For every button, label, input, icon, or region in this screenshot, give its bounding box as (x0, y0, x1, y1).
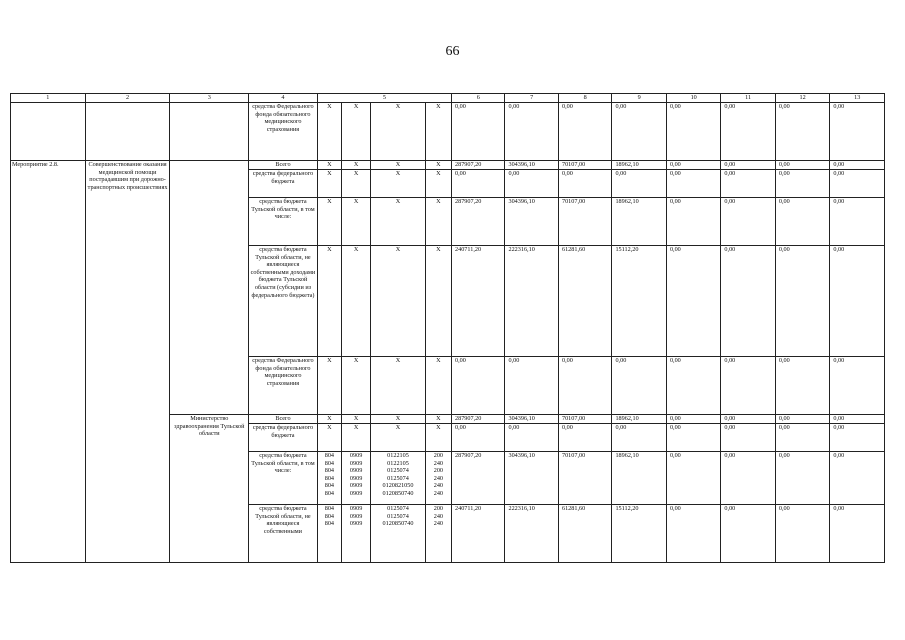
amount-cell: 240711,20 (452, 505, 505, 563)
funding-source-cell: Всего (249, 415, 318, 424)
col-header: 13 (830, 94, 885, 103)
amount-cell: 0,00 (558, 170, 611, 198)
classification-code-cell: X (425, 170, 451, 198)
classification-code-cell: X (425, 161, 451, 170)
amount-cell: 304396,10 (505, 198, 558, 246)
amount-cell: 0,00 (452, 424, 505, 452)
classification-code-cell: X (341, 246, 370, 357)
executor-cell: Министерство здравоохранения Тульской области (170, 415, 249, 563)
col-header: 7 (505, 94, 558, 103)
amount-cell: 0,00 (830, 415, 885, 424)
amount-cell: 0,00 (505, 424, 558, 452)
executor-cell (170, 103, 249, 161)
col-header: 4 (249, 94, 318, 103)
amount-cell: 304396,10 (505, 415, 558, 424)
funding-source-cell: средства бюджета Тульской области, не являющиеся собственными (249, 505, 318, 563)
classification-code-cell: X (425, 357, 451, 415)
amount-cell: 0,00 (666, 198, 720, 246)
amount-cell: 0,00 (721, 103, 775, 161)
col-header: 11 (721, 94, 775, 103)
funding-source-cell: средства бюджета Тульской области, в том числе: (249, 452, 318, 505)
amount-cell: 304396,10 (505, 161, 558, 170)
table-row (11, 161, 885, 170)
amount-cell: 0,00 (505, 357, 558, 415)
amount-cell: 0,00 (721, 424, 775, 452)
classification-code-cell: 200 240 200 240 240 240 (425, 452, 451, 505)
table-row (11, 103, 885, 161)
amount-cell: 15112,20 (612, 505, 666, 563)
classification-code-cell: X (371, 161, 425, 170)
amount-cell: 0,00 (666, 452, 720, 505)
classification-code-cell: X (341, 161, 370, 170)
page-number: 66 (445, 44, 460, 59)
classification-code-cell: X (317, 161, 341, 170)
funding-source-cell: средства бюджета Тульской области, в том числе: (249, 198, 318, 246)
classification-code-cell: 0909 0909 0909 (341, 505, 370, 563)
amount-cell: 15112,20 (612, 246, 666, 357)
col-header: 9 (612, 94, 666, 103)
classification-code-cell: X (425, 424, 451, 452)
classification-code-cell: X (425, 103, 451, 161)
amount-cell: 0,00 (830, 505, 885, 563)
amount-cell: 0,00 (505, 170, 558, 198)
amount-cell: 0,00 (830, 103, 885, 161)
classification-code-cell: X (425, 198, 451, 246)
amount-cell: 0,00 (666, 424, 720, 452)
amount-cell: 0,00 (775, 198, 829, 246)
funding-source-cell: средства Федерального фонда обязательного медицинского страхования (249, 103, 318, 161)
executor-cell (170, 161, 249, 415)
classification-code-cell: 804 804 804 (317, 505, 341, 563)
classification-code-cell: X (425, 246, 451, 357)
classification-code-cell: X (371, 170, 425, 198)
classification-code-cell: X (371, 424, 425, 452)
amount-cell: 0,00 (775, 424, 829, 452)
event-cell: Мероприятие 2.8. (11, 161, 86, 563)
amount-cell: 0,00 (558, 357, 611, 415)
classification-code-cell: X (341, 357, 370, 415)
classification-code-cell: X (371, 246, 425, 357)
amount-cell: 0,00 (830, 246, 885, 357)
amount-cell: 0,00 (775, 246, 829, 357)
amount-cell: 0,00 (775, 415, 829, 424)
amount-cell: 0,00 (721, 246, 775, 357)
amount-cell: 0,00 (558, 103, 611, 161)
funding-source-cell: Всего (249, 161, 318, 170)
amount-cell: 0,00 (505, 103, 558, 161)
amount-cell: 0,00 (558, 424, 611, 452)
amount-cell: 0,00 (721, 357, 775, 415)
classification-code-cell: X (371, 198, 425, 246)
classification-code-cell: 0125074 0125074 0120850740 (371, 505, 425, 563)
classification-code-cell: X (341, 198, 370, 246)
amount-cell: 0,00 (721, 170, 775, 198)
amount-cell: 0,00 (721, 198, 775, 246)
amount-cell: 287907,20 (452, 452, 505, 505)
col-header: 2 (85, 94, 170, 103)
amount-cell: 0,00 (721, 505, 775, 563)
funding-source-cell: средства федерального бюджета (249, 170, 318, 198)
classification-code-cell: X (317, 424, 341, 452)
amount-cell: 18962,10 (612, 161, 666, 170)
amount-cell: 0,00 (666, 170, 720, 198)
amount-cell: 0,00 (666, 103, 720, 161)
classification-code-cell: X (425, 415, 451, 424)
classification-code-cell: X (371, 103, 425, 161)
amount-cell: 70107,00 (558, 198, 611, 246)
amount-cell: 0,00 (666, 161, 720, 170)
funding-source-cell: средства федерального бюджета (249, 424, 318, 452)
amount-cell: 0,00 (830, 161, 885, 170)
classification-code-cell: X (371, 357, 425, 415)
classification-code-cell: 0122105 0122105 0125074 0125074 0120821050 0120850740 (371, 452, 425, 505)
amount-cell: 70107,00 (558, 161, 611, 170)
col-header: 8 (558, 94, 611, 103)
description-cell: Совершенствование оказания медицинской помощи пострадавшим при дорожно-транспортных происшествиях (85, 161, 170, 563)
amount-cell: 0,00 (612, 103, 666, 161)
amount-cell: 0,00 (452, 170, 505, 198)
amount-cell: 70107,00 (558, 415, 611, 424)
event-cell (11, 103, 86, 161)
amount-cell: 61281,60 (558, 505, 611, 563)
classification-code-cell: X (341, 415, 370, 424)
amount-cell: 0,00 (452, 357, 505, 415)
amount-cell: 0,00 (775, 170, 829, 198)
col-header: 3 (170, 94, 249, 103)
amount-cell: 18962,10 (612, 415, 666, 424)
amount-cell: 70107,00 (558, 452, 611, 505)
amount-cell: 287907,20 (452, 415, 505, 424)
amount-cell: 18962,10 (612, 198, 666, 246)
amount-cell: 0,00 (721, 415, 775, 424)
classification-code-cell: X (317, 103, 341, 161)
amount-cell: 287907,20 (452, 198, 505, 246)
amount-cell: 304396,10 (505, 452, 558, 505)
amount-cell: 0,00 (775, 452, 829, 505)
amount-cell: 222316,10 (505, 505, 558, 563)
classification-code-cell: X (317, 357, 341, 415)
classification-code-cell: X (317, 198, 341, 246)
amount-cell: 0,00 (452, 103, 505, 161)
amount-cell: 240711,20 (452, 246, 505, 357)
amount-cell: 0,00 (666, 415, 720, 424)
funding-source-cell: средства Федерального фонда обязательного медицинского страхования (249, 357, 318, 415)
amount-cell: 0,00 (830, 424, 885, 452)
col-header: 5 (317, 94, 451, 103)
budget-table (10, 93, 885, 563)
description-cell (85, 103, 170, 161)
amount-cell: 0,00 (612, 424, 666, 452)
amount-cell: 0,00 (775, 357, 829, 415)
classification-code-cell: 200 240 240 (425, 505, 451, 563)
amount-cell: 0,00 (721, 452, 775, 505)
col-header: 10 (666, 94, 720, 103)
amount-cell: 61281,60 (558, 246, 611, 357)
amount-cell: 0,00 (830, 452, 885, 505)
classification-code-cell: 804 804 804 804 804 804 (317, 452, 341, 505)
amount-cell: 0,00 (775, 103, 829, 161)
funding-source-cell: средства бюджета Тульской области, не являющиеся собственными доходами бюджета Тульской области (субсидии из федерального бюджета) (249, 246, 318, 357)
amount-cell: 18962,10 (612, 452, 666, 505)
amount-cell: 0,00 (666, 357, 720, 415)
classification-code-cell: X (317, 246, 341, 357)
amount-cell: 0,00 (666, 505, 720, 563)
amount-cell: 0,00 (830, 357, 885, 415)
amount-cell: 0,00 (775, 161, 829, 170)
classification-code-cell: X (341, 103, 370, 161)
amount-cell: 0,00 (612, 357, 666, 415)
amount-cell: 0,00 (612, 170, 666, 198)
amount-cell: 0,00 (775, 505, 829, 563)
classification-code-cell: X (317, 170, 341, 198)
header-row (11, 94, 885, 103)
classification-code-cell: X (371, 415, 425, 424)
amount-cell: 0,00 (666, 246, 720, 357)
amount-cell: 222316,10 (505, 246, 558, 357)
classification-code-cell: X (317, 415, 341, 424)
col-header: 1 (11, 94, 86, 103)
amount-cell: 0,00 (830, 170, 885, 198)
amount-cell: 0,00 (721, 161, 775, 170)
col-header: 12 (775, 94, 829, 103)
amount-cell: 287907,20 (452, 161, 505, 170)
classification-code-cell: X (341, 170, 370, 198)
amount-cell: 0,00 (830, 198, 885, 246)
col-header: 6 (452, 94, 505, 103)
classification-code-cell: 0909 0909 0909 0909 0909 0909 (341, 452, 370, 505)
classification-code-cell: X (341, 424, 370, 452)
